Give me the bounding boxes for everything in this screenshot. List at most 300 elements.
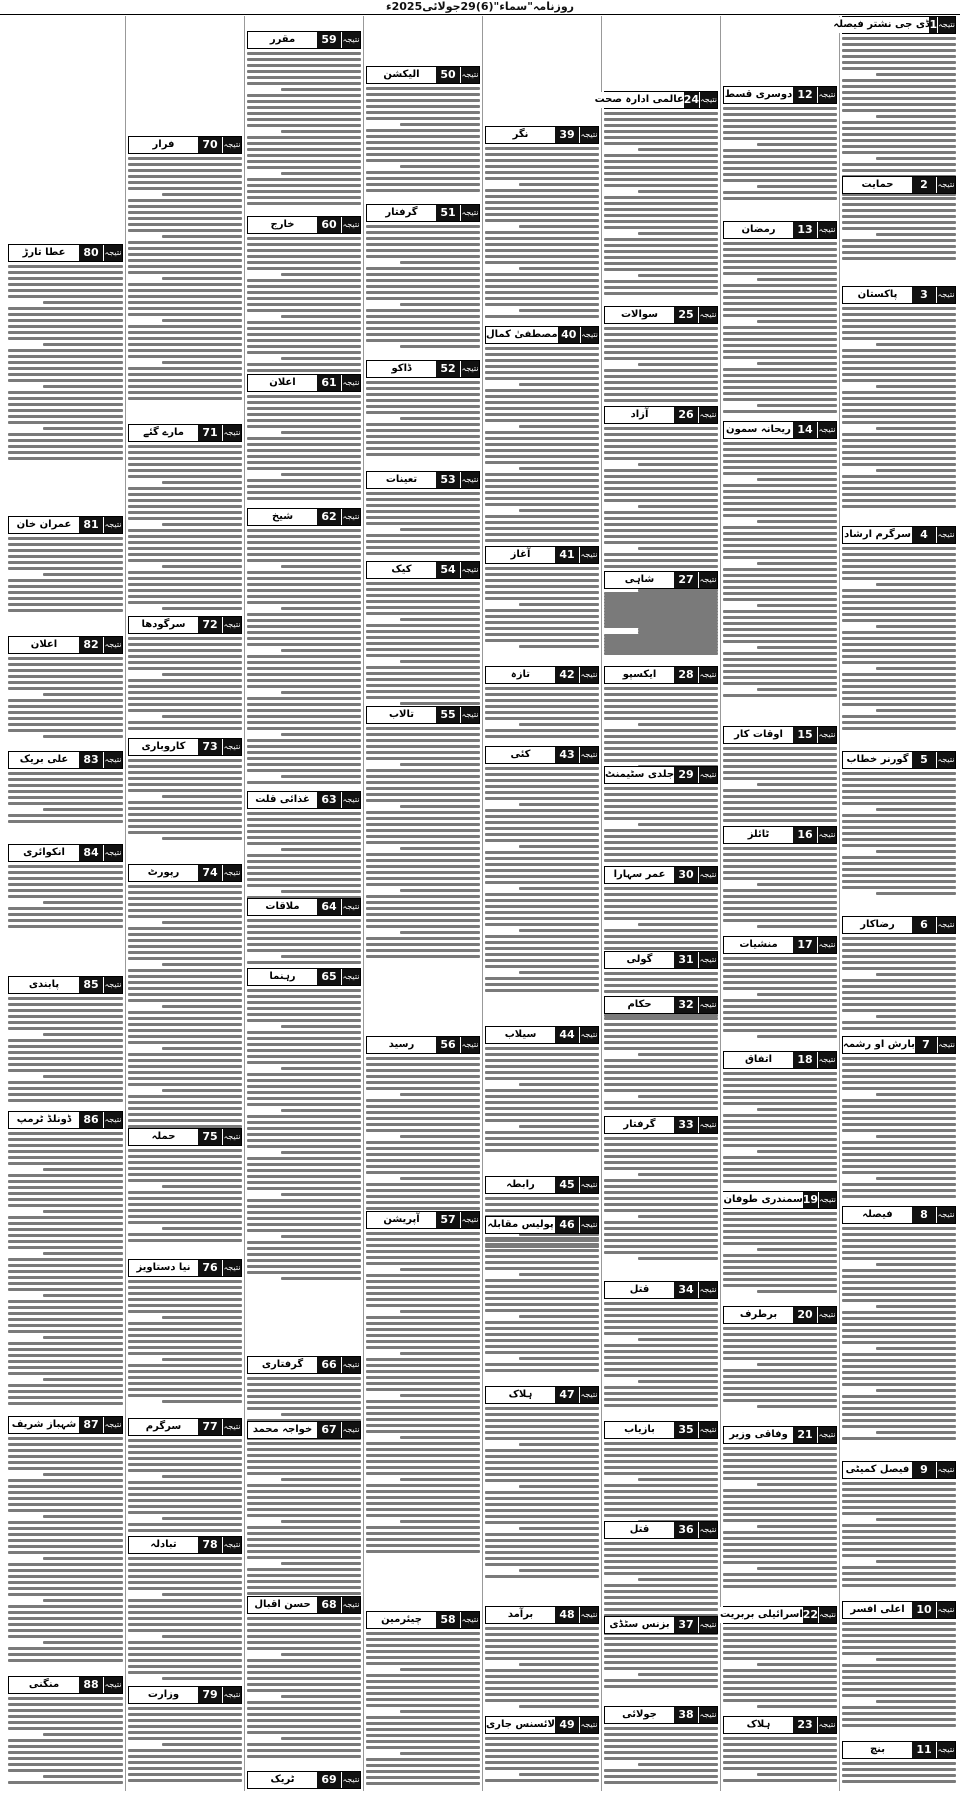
text-line	[723, 999, 837, 1002]
text-line	[604, 160, 718, 163]
text-line	[842, 49, 956, 52]
text-line	[604, 729, 718, 732]
text-line	[876, 973, 956, 976]
news-item-title: انکوائری	[9, 845, 79, 861]
result-tag: نتیجہ	[104, 1417, 122, 1433]
text-line	[247, 1442, 361, 1445]
text-line	[842, 961, 956, 964]
text-line	[247, 413, 361, 416]
text-line	[128, 1587, 242, 1590]
text-line	[723, 1029, 837, 1032]
text-line	[723, 1120, 837, 1123]
text-line	[366, 1508, 480, 1511]
text-line	[8, 1372, 123, 1375]
text-line	[43, 1378, 124, 1381]
text-line	[604, 292, 718, 295]
text-line	[842, 1183, 956, 1186]
news-item	[723, 221, 837, 421]
text-line	[366, 1207, 480, 1210]
text-line	[8, 1539, 123, 1542]
text-line	[128, 1011, 242, 1014]
text-line	[604, 841, 718, 844]
news-item-body-text	[723, 442, 837, 700]
text-line	[757, 362, 837, 365]
text-line	[723, 1447, 837, 1450]
text-line	[247, 1121, 361, 1124]
text-line	[604, 759, 718, 762]
text-line	[604, 433, 718, 436]
text-line	[485, 1455, 599, 1458]
text-line	[723, 1633, 837, 1636]
text-line	[366, 105, 480, 108]
text-line	[604, 984, 718, 987]
text-line	[485, 1261, 599, 1264]
text-line	[723, 410, 837, 413]
news-item-header	[247, 216, 361, 234]
text-line	[128, 885, 242, 888]
news-item-header	[723, 1051, 837, 1069]
text-line	[604, 735, 718, 738]
text-line	[723, 1351, 837, 1354]
text-line	[723, 1357, 837, 1360]
text-line	[366, 1662, 480, 1665]
text-line	[604, 529, 718, 532]
text-line	[281, 955, 361, 958]
text-line	[876, 157, 956, 160]
text-line	[128, 721, 242, 724]
text-line	[43, 1775, 124, 1778]
text-line	[723, 161, 837, 164]
text-line	[366, 648, 480, 651]
text-line	[366, 285, 480, 288]
text-line	[842, 1245, 956, 1248]
text-line	[8, 307, 123, 310]
text-line	[842, 571, 956, 574]
result-tag: نتیجہ	[580, 1217, 598, 1233]
news-item-body-text	[723, 107, 837, 205]
text-line	[842, 203, 956, 206]
text-line	[247, 1061, 361, 1064]
text-line	[876, 115, 956, 118]
text-line	[247, 595, 361, 598]
text-line	[8, 1503, 123, 1506]
news-item-body-text	[723, 1627, 837, 1715]
text-line	[247, 297, 361, 300]
text-line	[128, 975, 242, 978]
text-line	[604, 1191, 718, 1194]
text-line	[247, 1502, 361, 1505]
text-line	[842, 221, 956, 224]
text-line	[128, 1059, 242, 1062]
text-line	[604, 793, 718, 796]
news-item-number: 9	[912, 1462, 937, 1478]
news-item-title: فیصل کمیٹی	[843, 1462, 912, 1478]
text-line	[723, 296, 837, 299]
text-line	[8, 814, 123, 817]
text-line	[366, 853, 480, 856]
text-line	[128, 771, 242, 774]
text-line	[8, 1384, 123, 1387]
news-item-body-text	[128, 157, 242, 405]
text-line	[723, 670, 837, 673]
news-item-title: بزنس سٹڈی	[605, 1617, 674, 1633]
text-line	[128, 1725, 242, 1728]
text-line	[723, 859, 837, 862]
news-item-header	[723, 936, 837, 954]
text-line	[842, 379, 956, 382]
text-line	[8, 397, 123, 400]
text-line	[485, 371, 599, 374]
text-line	[842, 1652, 956, 1655]
text-line	[247, 1749, 361, 1752]
text-line	[842, 1572, 956, 1575]
text-line	[247, 1538, 361, 1541]
result-tag: نتیجہ	[699, 867, 717, 883]
text-line	[485, 1407, 599, 1410]
text-line	[842, 1383, 956, 1386]
text-line	[8, 325, 123, 328]
text-line	[604, 1448, 718, 1451]
text-line	[842, 691, 956, 694]
text-line	[366, 1406, 480, 1409]
text-line	[485, 1651, 599, 1654]
news-item-number: 18	[793, 1052, 818, 1068]
text-line	[842, 85, 956, 88]
news-item-title: جلدی سٹیمنٹ	[605, 767, 674, 783]
news-item	[842, 526, 956, 736]
text-line	[485, 539, 599, 542]
result-tag: نتیجہ	[461, 67, 479, 83]
text-line	[604, 130, 718, 133]
text-line	[366, 99, 480, 102]
text-line	[604, 1239, 718, 1242]
text-line	[723, 981, 837, 984]
news-item-number: 8	[912, 1207, 937, 1223]
news-item-number: 61	[317, 375, 342, 391]
text-line	[247, 1719, 361, 1722]
text-line	[604, 250, 718, 253]
text-line	[128, 1605, 242, 1608]
text-line	[604, 1374, 718, 1377]
text-line	[842, 1640, 956, 1643]
text-line	[485, 171, 599, 174]
text-line	[247, 82, 361, 85]
text-line	[162, 1047, 242, 1050]
text-line	[128, 559, 242, 562]
text-line	[604, 1047, 718, 1050]
text-line	[723, 1543, 837, 1546]
text-line	[842, 1365, 956, 1368]
text-line	[366, 1722, 480, 1725]
text-line	[247, 425, 361, 428]
text-line	[247, 1253, 361, 1256]
text-line	[366, 757, 480, 760]
text-line	[128, 951, 242, 954]
text-line	[247, 267, 361, 270]
text-line	[485, 1491, 599, 1494]
text-line	[723, 610, 837, 613]
text-line	[842, 1530, 956, 1533]
news-item-number: 75	[198, 1129, 223, 1145]
text-line	[247, 757, 361, 760]
text-line	[247, 637, 361, 640]
text-line	[604, 339, 718, 342]
text-line	[366, 1334, 480, 1337]
text-line	[128, 1221, 242, 1224]
text-line	[128, 1239, 242, 1242]
news-item-title: برطرف	[724, 1307, 793, 1323]
text-line	[842, 721, 956, 724]
news-item	[842, 1206, 956, 1446]
news-column	[482, 16, 601, 1791]
text-line	[604, 829, 718, 832]
text-line	[400, 805, 480, 808]
text-line	[485, 1675, 599, 1678]
news-item-body-text	[485, 567, 599, 655]
text-line	[723, 801, 837, 804]
text-line	[8, 1288, 123, 1291]
text-line	[162, 361, 242, 364]
text-line	[723, 969, 837, 972]
text-line	[247, 1145, 361, 1148]
result-tag: نتیجہ	[223, 1260, 241, 1276]
text-line	[842, 1762, 956, 1765]
text-line	[128, 1191, 242, 1194]
text-line	[247, 854, 361, 857]
text-line	[485, 735, 599, 738]
text-line	[8, 1509, 123, 1512]
news-item	[723, 826, 837, 936]
text-line	[128, 1749, 242, 1752]
result-tag: نتیجہ	[104, 752, 122, 768]
news-item-title: وزارت	[129, 1687, 198, 1703]
text-line	[485, 1303, 599, 1306]
text-line	[128, 457, 242, 460]
text-line	[842, 1407, 956, 1410]
text-line	[485, 1509, 599, 1512]
text-line	[723, 107, 837, 110]
result-tag: نتیجہ	[699, 1522, 717, 1538]
text-line	[519, 803, 599, 806]
text-line	[247, 1211, 361, 1214]
news-item-body-text	[485, 1237, 599, 1375]
text-line	[162, 235, 242, 238]
text-line	[485, 773, 599, 776]
text-line	[485, 1197, 599, 1200]
text-line	[8, 778, 123, 781]
text-line	[723, 1156, 837, 1159]
text-line	[8, 1611, 123, 1614]
text-line	[247, 1574, 361, 1577]
text-line	[757, 278, 837, 281]
news-item-body-text	[8, 537, 123, 615]
news-item-header	[485, 546, 599, 564]
news-item-number: 4	[912, 527, 937, 543]
text-line	[485, 797, 599, 800]
text-line	[485, 935, 599, 938]
text-line	[876, 1560, 956, 1563]
text-line	[723, 913, 837, 916]
text-line	[366, 642, 480, 645]
text-line	[366, 1692, 480, 1695]
text-line	[485, 905, 599, 908]
text-line	[43, 808, 124, 811]
text-line	[723, 919, 837, 922]
text-line	[8, 451, 123, 454]
text-line	[842, 61, 956, 64]
result-tag: نتیجہ	[104, 245, 122, 261]
text-line	[128, 205, 242, 208]
news-column	[594, 16, 720, 1791]
text-line	[366, 745, 480, 748]
text-line	[128, 939, 242, 942]
text-line	[8, 1162, 123, 1165]
text-line	[842, 251, 956, 254]
text-line	[128, 1719, 242, 1722]
news-item-header	[604, 1116, 718, 1134]
text-line	[400, 847, 480, 850]
news-item-header	[485, 1216, 599, 1234]
text-line	[247, 1448, 361, 1451]
text-line	[485, 279, 599, 282]
news-item-number: 85	[79, 977, 104, 993]
text-line	[162, 277, 242, 280]
text-line	[485, 1645, 599, 1648]
news-item-title: گورنر خطاب	[843, 752, 912, 768]
text-line	[366, 516, 480, 519]
text-line	[485, 189, 599, 192]
text-line	[8, 1575, 123, 1578]
news-item-number: 23	[793, 1717, 818, 1733]
text-line	[366, 399, 480, 402]
text-line	[8, 1312, 123, 1315]
result-tag: نتیجہ	[580, 1177, 598, 1193]
text-line	[519, 1357, 599, 1360]
news-item-body-text	[485, 1407, 599, 1585]
text-line	[842, 1500, 956, 1503]
text-line	[366, 1532, 480, 1535]
text-line	[247, 64, 361, 67]
text-line	[723, 1339, 837, 1342]
text-line	[604, 172, 718, 175]
news-item-header	[247, 1421, 361, 1439]
text-line	[604, 811, 718, 814]
text-line	[247, 961, 361, 964]
text-line	[366, 1147, 480, 1150]
text-line	[842, 1706, 956, 1709]
text-line	[604, 565, 718, 568]
news-item-number: 41	[555, 547, 580, 563]
text-line	[128, 1346, 242, 1349]
result-tag: نتیجہ	[342, 792, 360, 808]
text-line	[128, 933, 242, 936]
text-line	[366, 309, 480, 312]
text-line	[366, 441, 480, 444]
text-line	[485, 1413, 599, 1416]
text-line	[485, 461, 599, 464]
news-item-number: 49	[555, 1717, 580, 1733]
text-line	[604, 553, 718, 556]
text-line	[723, 526, 837, 529]
text-line	[485, 1071, 599, 1074]
text-line	[281, 775, 361, 778]
text-line	[604, 457, 718, 460]
news-item-header	[366, 471, 480, 489]
news-item-body-text	[723, 747, 837, 825]
text-line	[8, 784, 123, 787]
text-line	[8, 349, 123, 352]
text-line	[247, 479, 361, 482]
text-line	[366, 1316, 480, 1319]
text-line	[366, 255, 480, 258]
news-item-number: 80	[79, 245, 104, 261]
news-column	[833, 16, 958, 1791]
text-line	[638, 505, 718, 508]
text-line	[842, 631, 956, 634]
text-line	[638, 1673, 718, 1676]
text-line	[128, 1023, 242, 1026]
news-item-header	[8, 751, 123, 769]
text-line	[8, 597, 123, 600]
result-tag: نتیجہ	[580, 667, 598, 683]
news-item-number: 48	[555, 1607, 580, 1623]
text-line	[8, 265, 123, 268]
text-line	[8, 1715, 123, 1718]
news-item	[128, 738, 242, 848]
text-line	[723, 131, 837, 134]
text-line	[8, 1545, 123, 1548]
text-line	[8, 1455, 123, 1458]
news-item	[842, 1036, 956, 1206]
text-line	[43, 1336, 124, 1339]
text-line	[366, 1304, 480, 1307]
news-item	[247, 1771, 361, 1791]
text-line	[604, 1155, 718, 1158]
text-line	[842, 445, 956, 448]
text-line	[485, 1143, 599, 1146]
text-line	[842, 1482, 956, 1485]
text-line	[247, 709, 361, 712]
text-line	[604, 753, 718, 756]
news-item-header	[8, 516, 123, 534]
text-line	[723, 1272, 837, 1275]
text-line	[8, 1709, 123, 1712]
text-line	[604, 493, 718, 496]
result-tag: نتیجہ	[104, 845, 122, 861]
text-line	[842, 589, 956, 592]
text-line	[723, 1090, 837, 1093]
text-line	[8, 1174, 123, 1177]
news-item-header	[842, 1601, 956, 1619]
result-tag: نتیجہ	[699, 1617, 717, 1633]
text-line	[723, 795, 837, 798]
text-line	[247, 818, 361, 821]
text-line	[128, 1077, 242, 1080]
news-item-number: 51	[436, 205, 461, 221]
text-line	[876, 1263, 956, 1266]
text-line	[842, 227, 956, 230]
text-line	[128, 1083, 242, 1086]
text-line	[247, 1247, 361, 1250]
text-line	[485, 407, 599, 410]
result-tag: نتیجہ	[818, 222, 836, 238]
news-item	[128, 1686, 242, 1791]
news-item-body-text	[485, 1737, 599, 1790]
text-line	[842, 257, 956, 260]
text-line	[247, 443, 361, 446]
result-tag: نتیجہ	[461, 361, 479, 377]
text-line	[604, 1101, 718, 1104]
